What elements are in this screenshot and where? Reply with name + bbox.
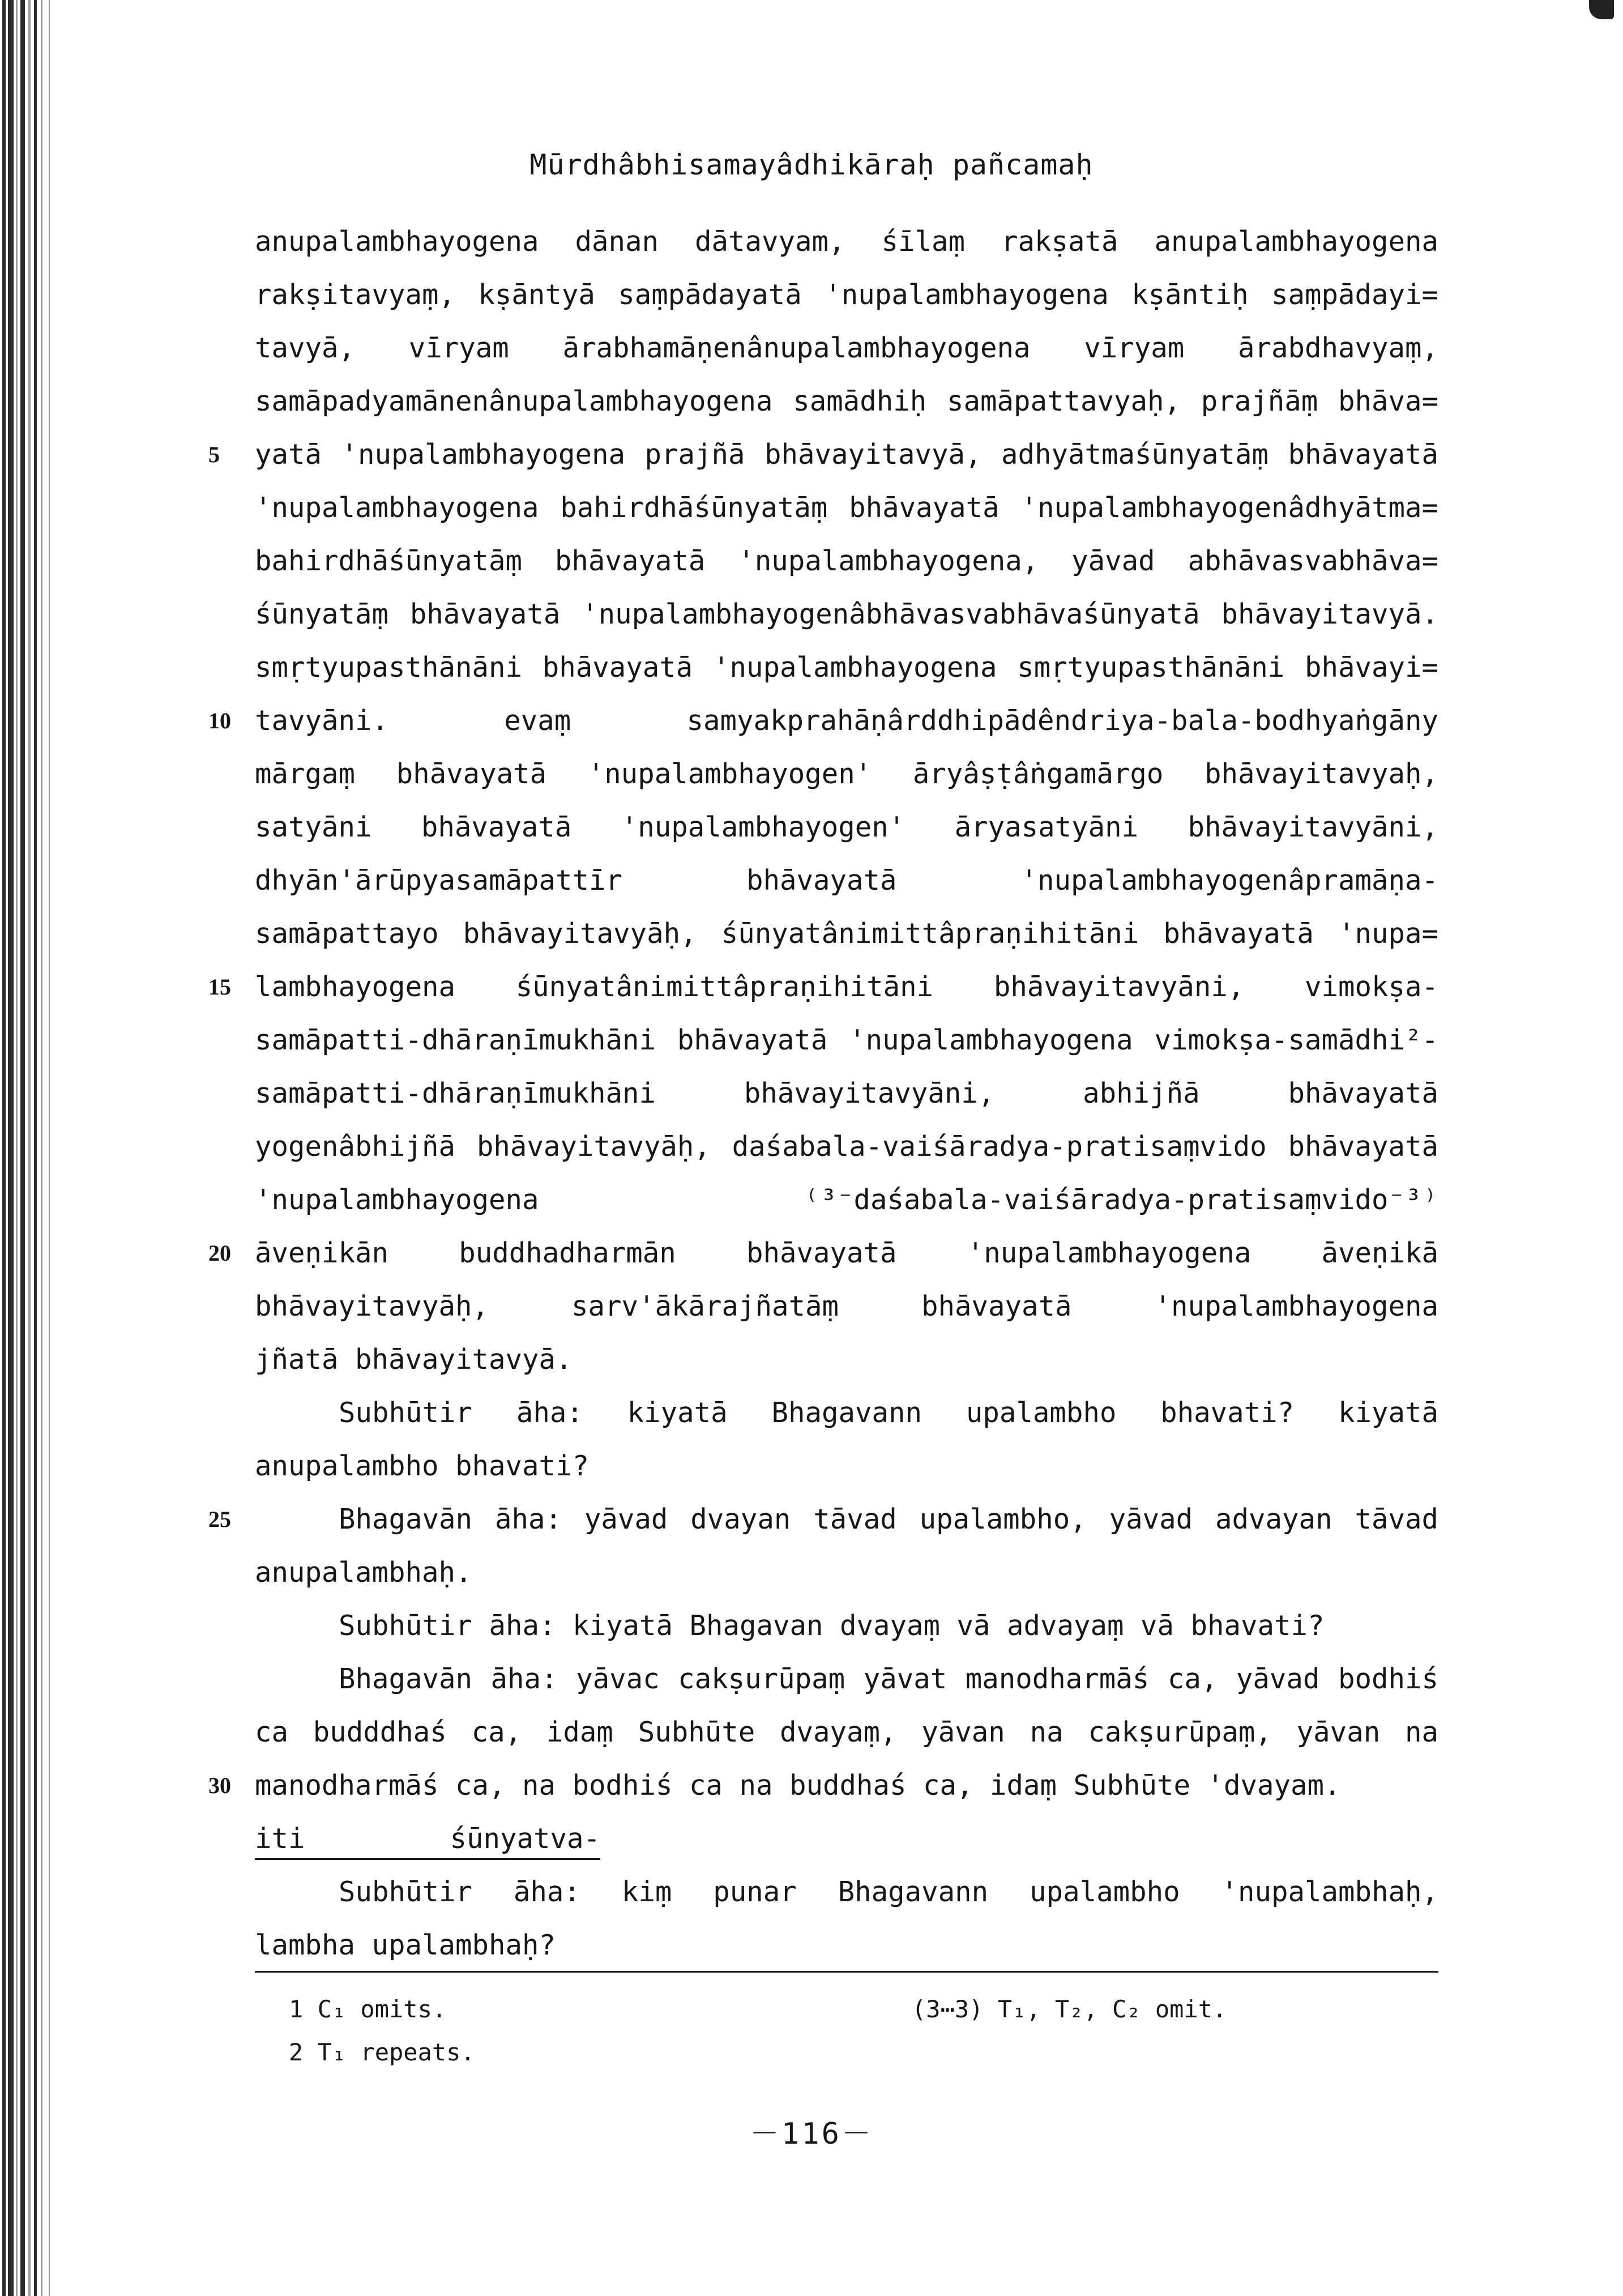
text-line <box>255 1653 1438 1706</box>
text-line <box>208 961 1438 1014</box>
text-line <box>255 215 1438 268</box>
footnote-3: (3⋯3) T₁, T₂, C₂ omit. <box>912 1995 1227 2023</box>
text-line <box>208 428 1438 481</box>
text-line <box>255 1386 1438 1440</box>
page-number: －116－ <box>750 2117 873 2151</box>
line-text: samāpadyamānenânupalambhayogena samādhiḥ samāpattavyaḥ, prajñāṃ bhāva= <box>255 385 1438 417</box>
text-line <box>208 1493 1438 1546</box>
text-line <box>255 1067 1438 1120</box>
section-heading-line <box>255 1812 1438 1866</box>
text-line <box>255 481 1438 535</box>
line-text: samāpattayo bhāvayitavyāḥ, śūnyatânimittâpraṇihitāni bhāvayatā 'nupa= <box>255 917 1438 950</box>
line-text: 'nupalambhayogena ⁽³⁻daśabala-vaiśāradya-pratisaṃvido⁻³⁾ <box>255 1184 1438 1216</box>
text-line <box>255 907 1438 961</box>
text-line <box>255 1120 1438 1173</box>
line-text: Subhūtir āha: kiṃ punar Bhagavann upalambho 'nupalambhaḥ, <box>339 1876 1438 1908</box>
text-line <box>255 1866 1438 1919</box>
line-text: Subhūtir āha: kiyatā Bhagavan dvayaṃ vā advayaṃ vā bhavati? <box>339 1610 1325 1642</box>
line-text: yatā 'nupalambhayogena prajñā bhāvayitavyā, adhyātmaśūnyatāṃ bhāvayatā <box>255 438 1438 471</box>
text-line <box>208 1227 1438 1280</box>
text-line <box>255 641 1438 694</box>
footnote-rule <box>255 1971 1438 1973</box>
text-line <box>255 268 1438 322</box>
line-number: 15 <box>208 974 231 1000</box>
line-text: satyāni bhāvayatā 'nupalambhayogen' āryasatyāni bhāvayitavyāni, <box>255 811 1438 843</box>
line-number: 25 <box>208 1507 231 1532</box>
line-text: lambha upalambhaḥ? <box>255 1929 556 1961</box>
footnotes <box>289 1988 1421 2074</box>
line-text: bhāvayitavyāḥ, sarv'ākārajñatāṃ bhāvayatā 'nupalambhayogena <box>255 1290 1438 1322</box>
footnote-row <box>289 2031 1421 2074</box>
text-line <box>255 854 1438 907</box>
line-text: rakṣitavyaṃ, kṣāntyā saṃpādayatā 'nupalambhayogena kṣāntiḥ saṃpādayi= <box>255 279 1438 311</box>
line-text: lambhayogena śūnyatânimittâpraṇihitāni bhāvayitavyāni, vimokṣa- <box>255 971 1438 1003</box>
line-text: samāpatti-dhāraṇīmukhāni bhāvayatā 'nupalambhayogena vimokṣa-samādhi²- <box>255 1024 1438 1056</box>
text-line <box>255 748 1438 801</box>
running-header: Mūrdhâbhisamayâdhikāraḥ pañcamaḥ <box>529 148 1094 181</box>
line-number: 5 <box>208 442 220 467</box>
text-line <box>255 1014 1438 1067</box>
text-line <box>255 1333 1438 1386</box>
text-line <box>255 1280 1438 1333</box>
line-text: dhyān'ārūpyasamāpattīr bhāvayatā 'nupalambhayogenâpramāṇa- <box>255 864 1438 897</box>
text-line <box>208 1759 1438 1812</box>
line-text: manodharmāś ca, na bodhiś ca na buddhaś ca, idaṃ Subhūte 'dvayam. <box>255 1769 1341 1802</box>
text-line <box>255 1546 1438 1599</box>
line-text: mārgaṃ bhāvayatā 'nupalambhayogen' āryâṣṭâṅgamārgo bhāvayitavyaḥ, <box>255 758 1438 790</box>
line-text: śūnyatāṃ bhāvayatā 'nupalambhayogenâbhāvasvabhāvaśūnyatā bhāvayitavyā. <box>255 598 1438 630</box>
footnote-2: 2 T₁ repeats. <box>289 2038 475 2066</box>
text-line <box>255 588 1438 641</box>
footnote-row <box>289 1988 1421 2031</box>
line-text: jñatā bhāvayitavyā. <box>255 1343 573 1376</box>
text-line <box>255 1173 1438 1227</box>
line-text: anupalambhaḥ. <box>255 1556 472 1589</box>
footnote-1: 1 C₁ omits. <box>289 1995 447 2023</box>
text-line <box>255 1440 1438 1493</box>
line-text: smṛtyupasthānāni bhāvayatā 'nupalambhayogena smṛtyupasthānāni bhāvayi= <box>255 651 1438 684</box>
line-text: tavyāni. evaṃ samyakprahāṇârddhipādêndriya-bala-bodhyaṅgāny <box>255 705 1438 737</box>
text-line <box>255 535 1438 588</box>
line-text: Bhagavān āha: yāvac cakṣurūpaṃ yāvat manodharmāś ca, yāvad bodhiś <box>339 1663 1438 1695</box>
text-line <box>255 1919 1438 1972</box>
line-text: Bhagavān āha: yāvad dvayan tāvad upalambho, yāvad advayan tāvad <box>339 1503 1438 1535</box>
line-text: Subhūtir āha: kiyatā Bhagavann upalambho bhavati? kiyatā <box>339 1397 1438 1429</box>
line-text: samāpatti-dhāraṇīmukhāni bhāvayitavyāni, abhijñā bhāvayatā <box>255 1077 1438 1109</box>
line-text: anupalambho bhavati? <box>255 1450 590 1482</box>
section-heading: iti śūnyatva- <box>255 1823 600 1855</box>
text-line <box>255 322 1438 375</box>
line-text: 'nupalambhayogena bahirdhāśūnyatāṃ bhāvayatā 'nupalambhayogenâdhyātma= <box>255 492 1438 524</box>
line-text: yogenâbhijñā bhāvayitavyāḥ, daśabala-vaiśāradya-pratisaṃvido bhāvayatā <box>255 1130 1438 1163</box>
scan-edge <box>0 0 62 2296</box>
line-number: 10 <box>208 708 231 733</box>
line-text: āveṇikān buddhadharmān bhāvayatā 'nupalambhayogena āveṇikā <box>255 1237 1438 1269</box>
text-line <box>255 375 1438 428</box>
line-number: 20 <box>208 1240 231 1266</box>
corner-mark <box>1589 0 1614 19</box>
line-text: bahirdhāśūnyatāṃ bhāvayatā 'nupalambhayogena, yāvad abhāvasvabhāva= <box>255 545 1438 577</box>
line-text: anupalambhayogena dānan dātavyam, śīlaṃ rakṣatā anupalambhayogena <box>255 225 1438 258</box>
text-line <box>208 694 1438 748</box>
text-line <box>255 801 1438 854</box>
line-text: tavyā, vīryam ārabhamāṇenânupalambhayogena vīryam ārabdhavyaṃ, <box>255 332 1438 364</box>
main-text <box>208 215 1438 1972</box>
line-text: ca budddhaś ca, idaṃ Subhūte dvayaṃ, yāvan na cakṣurūpaṃ, yāvan na <box>255 1716 1438 1748</box>
line-number: 30 <box>208 1773 231 1798</box>
text-line <box>255 1706 1438 1759</box>
text-line <box>255 1599 1438 1653</box>
